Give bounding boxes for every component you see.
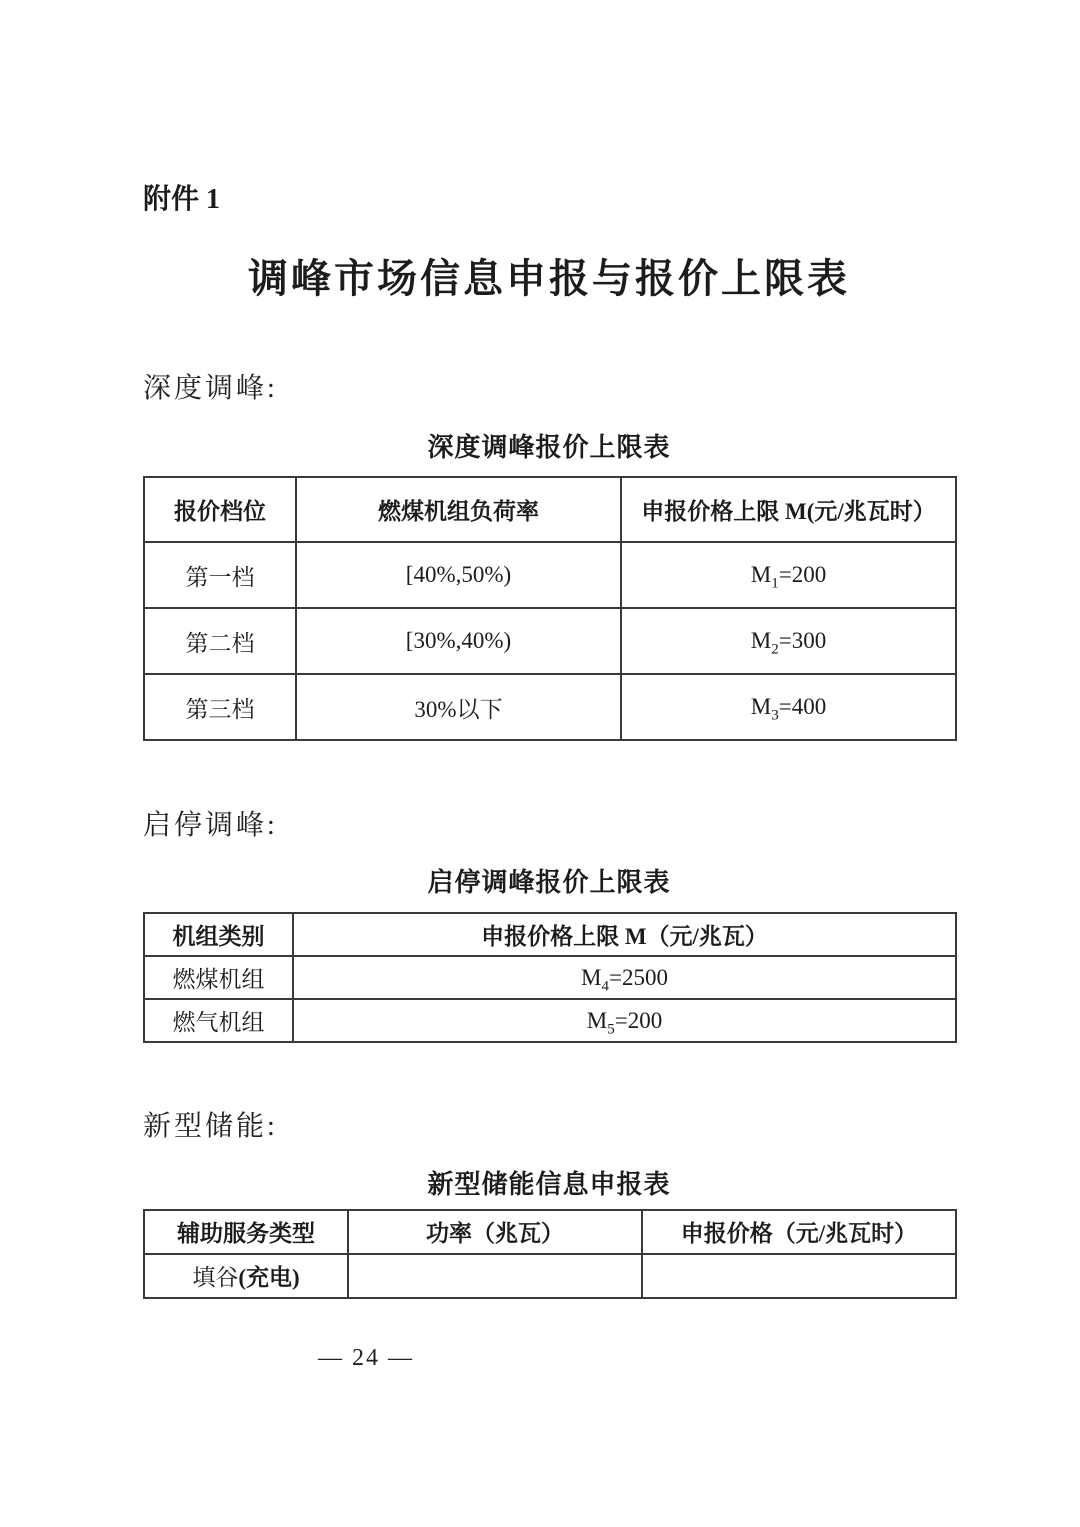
start-stop-coal-unit: 燃煤机组	[144, 956, 293, 999]
start-stop-header-unit-type: 机组类别	[144, 913, 293, 956]
deep-peak-row3-price-cap: $M_3=400$	[621, 674, 956, 740]
start-stop-header-row	[144, 913, 956, 956]
deep-peak-header-price-cap: 申报价格上限 M(元/兆瓦时）	[621, 477, 956, 542]
table-title-start-stop: 启停调峰报价上限表	[427, 868, 671, 898]
section-label-storage: 新型储能:	[143, 1111, 278, 1143]
section-label-start-stop: 启停调峰:	[143, 810, 278, 842]
deep-peak-table	[143, 476, 957, 741]
deep-peak-row1-price-cap: $M_1=200$	[621, 542, 956, 608]
start-stop-table	[143, 912, 957, 1043]
storage-valley-fill-price-cell	[642, 1254, 956, 1298]
deep-peak-row3-tier: 第三档	[144, 674, 296, 740]
storage-valley-fill-power-cell	[348, 1254, 642, 1298]
storage-header-price: 申报价格（元/兆瓦时）	[642, 1210, 956, 1254]
table-title-storage: 新型储能信息申报表	[427, 1169, 671, 1199]
start-stop-coal-price: $M_4=2500$	[293, 956, 956, 999]
page-title: 调峰市场信息申报与报价上限表	[248, 256, 850, 301]
deep-peak-row-2	[144, 608, 956, 674]
start-stop-row-gas	[144, 999, 956, 1042]
deep-peak-row3-load-rate: 30%以下	[296, 674, 621, 740]
storage-header-power: 功率（兆瓦）	[348, 1210, 642, 1254]
storage-header-row	[144, 1210, 956, 1254]
deep-peak-row2-tier: 第二档	[144, 608, 296, 674]
attachment-label: 附件 1	[143, 184, 221, 215]
deep-peak-row2-price-cap: $M_2=300$	[621, 608, 956, 674]
section-label-deep-peak: 深度调峰:	[143, 373, 278, 404]
page-number: — 24 —	[318, 1344, 414, 1371]
deep-peak-row1-tier: 第一档	[144, 542, 296, 608]
deep-peak-header-load-rate: 燃煤机组负荷率	[296, 477, 621, 542]
start-stop-gas-unit: 燃气机组	[144, 999, 293, 1042]
deep-peak-row-1	[144, 542, 956, 608]
storage-valley-fill-label: 填谷(充电)	[144, 1254, 348, 1298]
deep-peak-header-tier: 报价档位	[144, 477, 296, 542]
deep-peak-header-row	[144, 477, 956, 542]
deep-peak-row2-load-rate: [30%,40%)	[296, 608, 621, 674]
storage-row-valley-fill	[144, 1254, 956, 1298]
storage-table	[143, 1209, 957, 1299]
storage-header-service-type: 辅助服务类型	[144, 1210, 348, 1254]
deep-peak-row1-load-rate: [40%,50%)	[296, 542, 621, 608]
start-stop-header-price-cap: 申报价格上限 M（元/兆瓦）	[293, 913, 956, 956]
start-stop-row-coal	[144, 956, 956, 999]
deep-peak-row-3	[144, 674, 956, 740]
start-stop-gas-price: $M_5=200$	[293, 999, 956, 1042]
table-title-deep-peak: 深度调峰报价上限表	[427, 433, 671, 463]
